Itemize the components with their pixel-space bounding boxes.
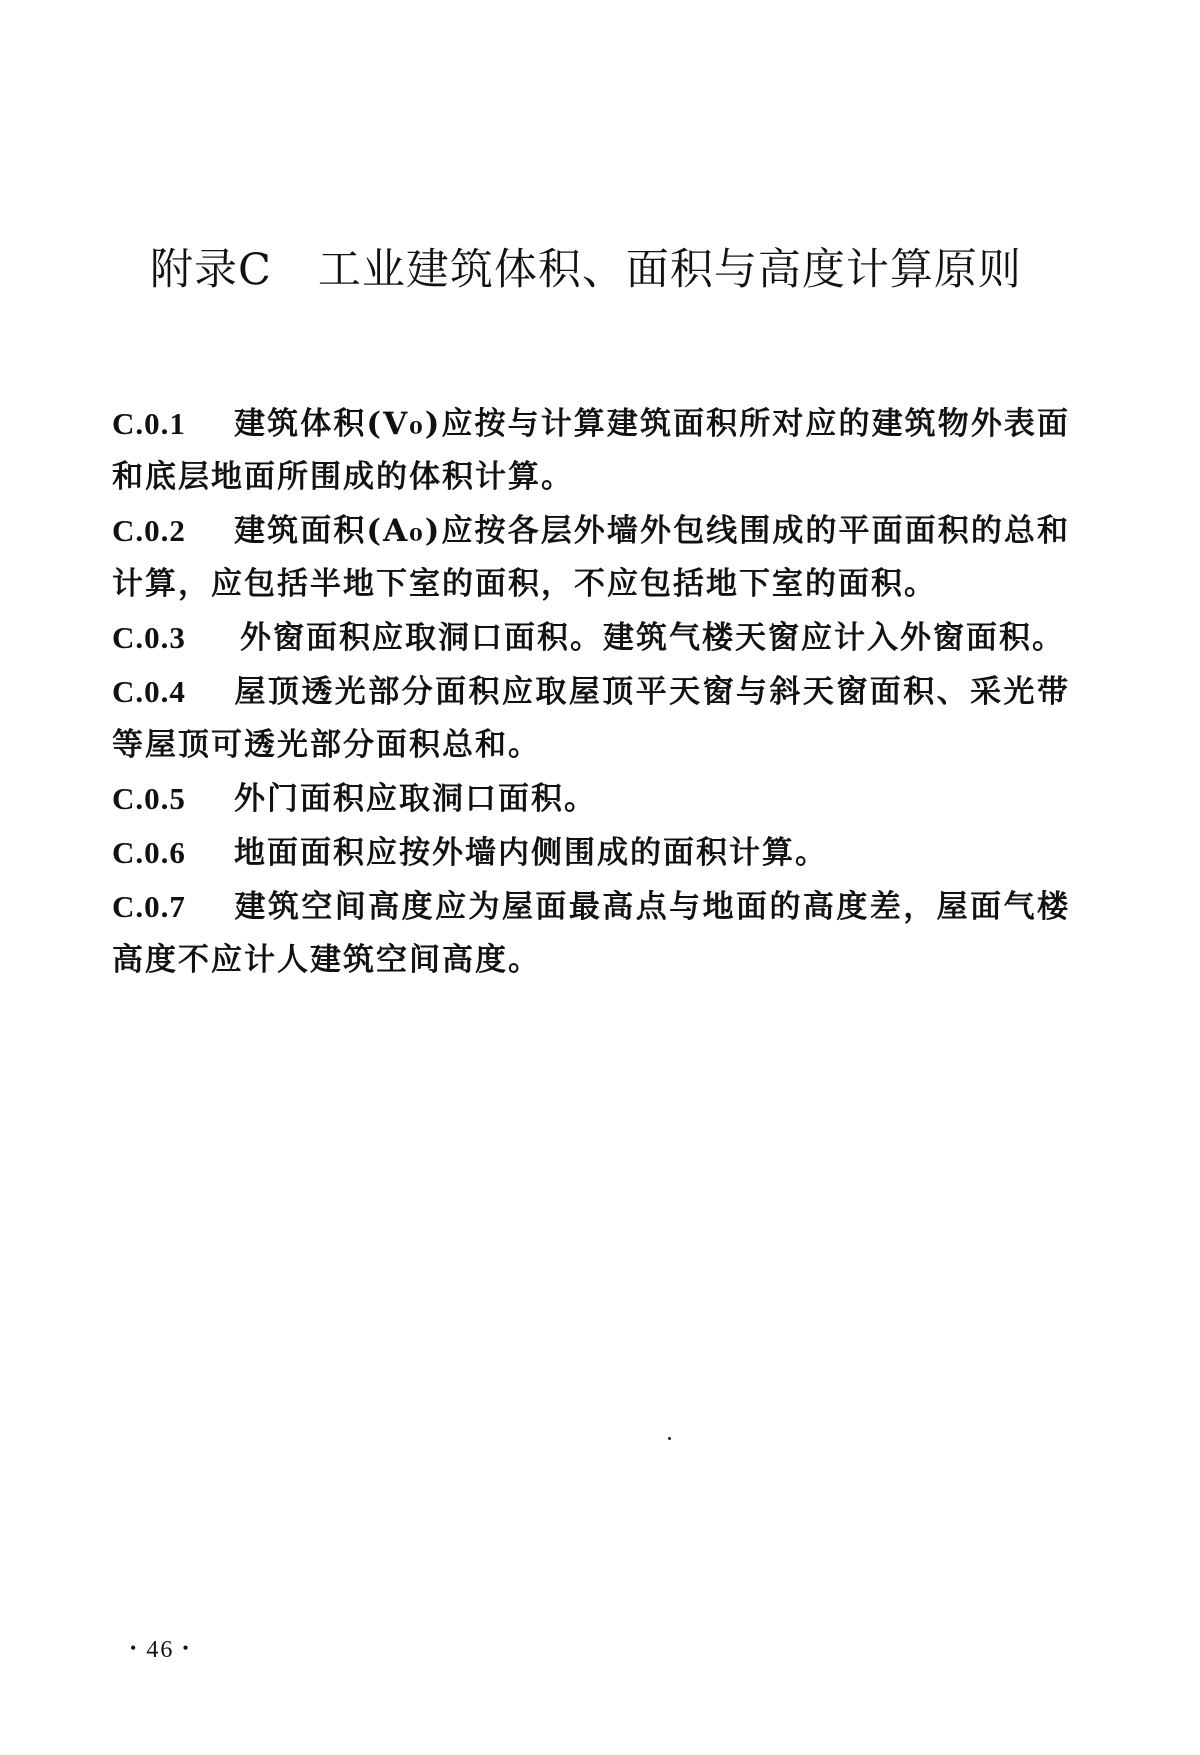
clause-number: C.0.6 (112, 835, 186, 870)
footer-bullet-left: • (130, 1638, 139, 1658)
appendix-label: 附录C (150, 245, 272, 295)
clause-c-0-7 (112, 880, 1070, 987)
appendix-title (150, 240, 1090, 300)
clause-c-0-3 (112, 611, 1070, 665)
clause-text: 地面面积应按外墙内侧围成的面积计算。 (234, 835, 828, 871)
footer-bullet-right: • (182, 1638, 191, 1658)
appendix-heading: 工业建筑体积、面积与高度计算原则 (317, 245, 1022, 295)
clause-c-0-4 (112, 665, 1070, 772)
clause-text: 建筑空间高度应为屋面最高点与地面的高度差，屋面气楼高度不应计人建筑空间高度。 (112, 889, 1070, 978)
clause-c-0-2 (112, 504, 1070, 611)
clause-list (112, 397, 1070, 987)
page-number: 46 (146, 1637, 175, 1663)
clause-text: 外窗面积应取洞口面积。建筑气楼天窗应计入外窗面积。 (240, 620, 1065, 656)
clause-number: C.0.4 (112, 674, 186, 709)
clause-c-0-5 (112, 772, 1070, 826)
clause-number: C.0.3 (112, 620, 186, 655)
clause-number: C.0.7 (112, 889, 186, 924)
clause-text: 建筑体积(V₀)应按与计算建筑面积所对应的建筑物外表面和底层地面所围成的体积计算。 (112, 406, 1070, 495)
clause-text: 外门面积应取洞口面积。 (234, 781, 597, 817)
page-footer (130, 1633, 191, 1665)
clause-number: C.0.5 (112, 781, 186, 816)
clause-number: C.0.2 (112, 513, 186, 548)
clause-text: 屋顶透光部分面积应取屋顶平天窗与斜天窗面积、采光带等屋顶可透光部分面积总和。 (112, 674, 1070, 763)
clause-c-0-6 (112, 826, 1070, 880)
scan-speck (668, 1437, 671, 1440)
clause-text: 建筑面积(A₀)应按各层外墙外包线围成的平面面积的总和计算，应包括半地下室的面积，不应包括地下室的面积。 (112, 513, 1070, 602)
clause-number: C.0.1 (112, 406, 186, 441)
clause-c-0-1 (112, 397, 1070, 504)
